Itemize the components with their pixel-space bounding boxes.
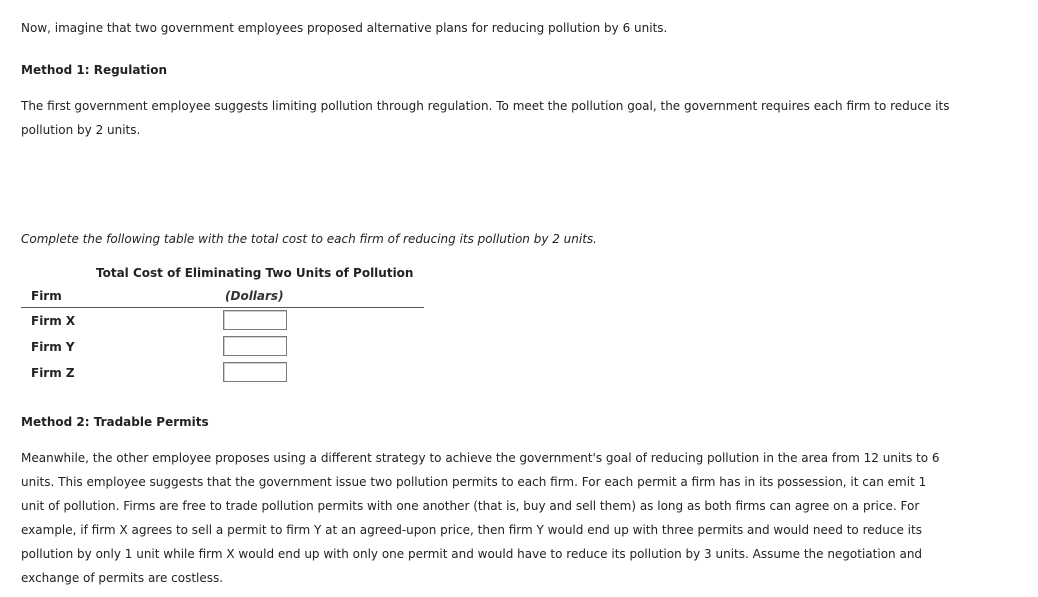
method-2-description: Meanwhile, the other employee proposes using a different strategy to achieve the government's goal of reducing pollution in the area from 12 units to 6 units. This employee suggests that the government issue two pollution permits to each firm. For each permit a firm has in its possession, it can emit 1 unit of pollution. Firms are free to trade pollution permits with one another (that is, buy and sell them) as long as both firms can agree on a price. For example, if firm X agrees to sell a permit to firm Y at an agreed-upon price, then firm Y would end up with three permits and would need to reduce its pollution by only 1 unit while firm X would end up with only one permit and would have to reduce its pollution by 3 units. Assume the negotiation and exchange of permits are costless. bbox=[21, 451, 940, 585]
firm-y-cost-input[interactable] bbox=[223, 336, 287, 356]
table-instruction: Complete the following table with the total cost to each firm of reducing its pollution by 2 units. bbox=[21, 232, 597, 246]
method-1-heading: Method 1: Regulation bbox=[21, 63, 168, 77]
method-2-heading: Method 2: Tradable Permits bbox=[21, 415, 209, 429]
firm-x-cost-input[interactable] bbox=[223, 310, 287, 330]
table-header-divider bbox=[21, 307, 424, 308]
column-header-firm: Firm bbox=[31, 289, 62, 303]
firm-z-cost-input[interactable] bbox=[223, 362, 287, 382]
firm-z-label: Firm Z bbox=[31, 366, 75, 380]
column-header-dollars: (Dollars) bbox=[225, 289, 284, 303]
table-row-firm-x bbox=[21, 310, 424, 332]
method-1-description: The first government employee suggests limiting pollution through regulation. To meet the pollution goal, the government requires each firm to reduce its pollution by 2 units. bbox=[21, 99, 950, 137]
firm-x-label: Firm X bbox=[31, 314, 76, 328]
table-row-firm-z bbox=[21, 362, 424, 384]
table-caption: Total Cost of Eliminating Two Units of Pollution bbox=[96, 266, 414, 280]
firm-y-label: Firm Y bbox=[31, 340, 75, 354]
table-row-firm-y bbox=[21, 336, 424, 358]
intro-text: Now, imagine that two government employees proposed alternative plans for reducing pollution by 6 units. bbox=[21, 21, 668, 35]
